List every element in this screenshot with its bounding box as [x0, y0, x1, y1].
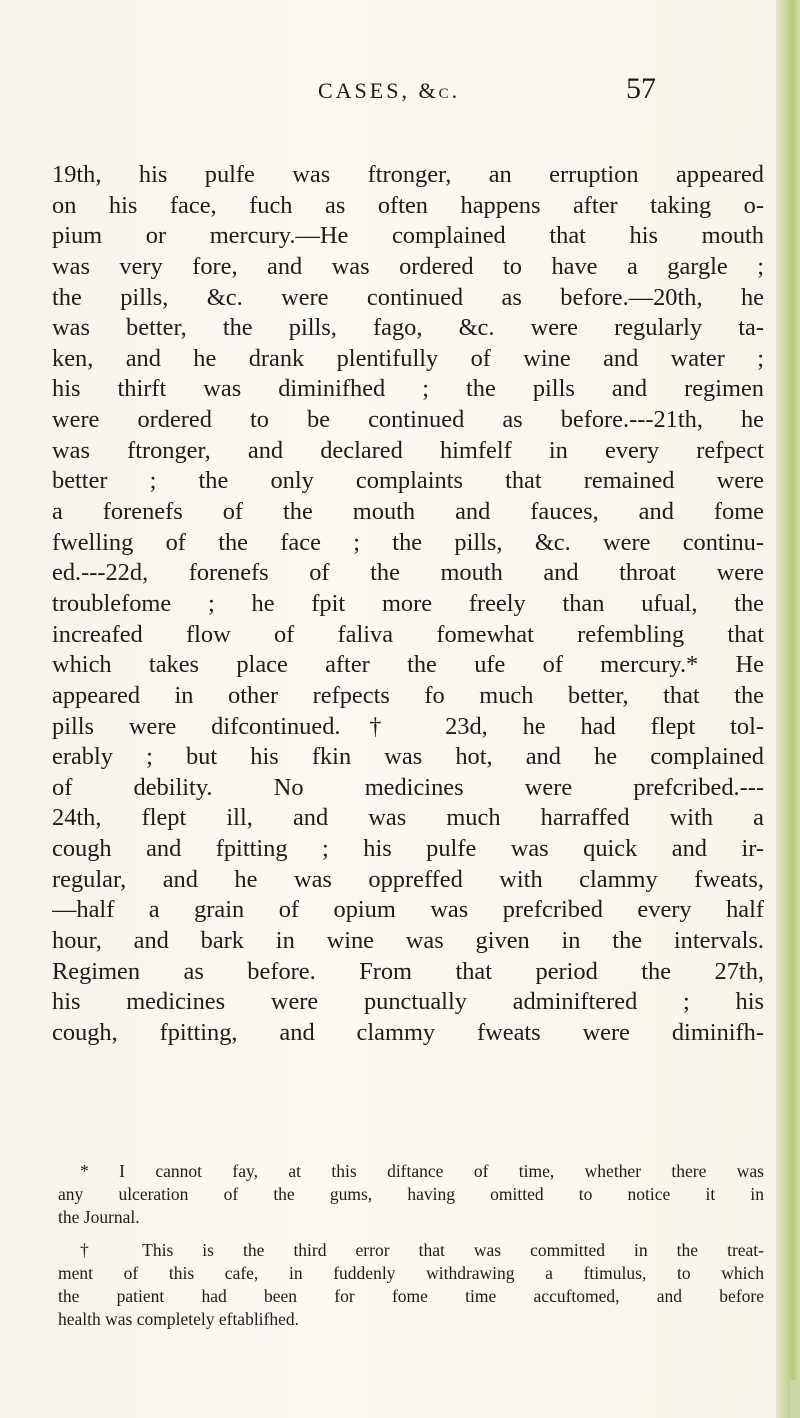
footnote-line: health was completely eftablifhed. [58, 1309, 300, 1329]
text-line: was very fore, and was ordered to have a gargle ; [52, 252, 764, 280]
text-line: troublefome ; he fpit more freely than ufual, the [52, 589, 764, 617]
text-line: increafed flow of faliva fomewhat refembling that [52, 620, 764, 648]
text-line: on his face, fuch as often happens after taking o- [52, 191, 764, 219]
footnote-line: † This is the third error that was committed in the treat- [80, 1240, 764, 1260]
page-header [0, 72, 800, 118]
text-line: Regimen as before. From that period the 27th, [52, 957, 764, 985]
text-line: of debility. No medicines were prefcribed.--- [52, 773, 764, 801]
footnote-asterisk [58, 1160, 764, 1229]
footnote-line: * I cannot fay, at this diftance of time, whether there was [80, 1161, 764, 1181]
footnote-line: any ulceration of the gums, having omitted to notice it in [58, 1184, 764, 1204]
text-line: cough, fpitting, and clammy fweats were diminifh- [52, 1018, 764, 1046]
footnote-line: the Journal. [58, 1207, 140, 1227]
text-line: which takes place after the ufe of mercury.* He [52, 651, 764, 679]
text-line: cough and fpitting ; his pulfe was quick and ir- [52, 835, 764, 863]
text-line: better ; the only complaints that remained were [52, 467, 764, 495]
text-line: erably ; but his fkin was hot, and he complained [52, 743, 764, 771]
text-line: his thirft was diminifhed ; the pills and regimen [52, 375, 764, 403]
text-line: fwelling of the face ; the pills, &c. were continu- [52, 528, 764, 556]
footnote-line: the patient had been for fome time accuftomed, and before [58, 1286, 764, 1306]
footnotes [58, 1160, 764, 1331]
text-line: the pills, &c. were continued as before.—20th, he [52, 283, 764, 311]
footnote-line: ment of this cafe, in fuddenly withdrawing a ftimulus, to which [58, 1263, 764, 1283]
page-number: 57 [626, 72, 656, 105]
text-line: appeared in other refpects fo much better, that the [52, 681, 764, 709]
body-text [52, 160, 764, 1049]
page-edge [776, 0, 800, 1418]
text-line: were ordered to be continued as before.---21th, he [52, 406, 764, 434]
text-line: hour, and bark in wine was given in the intervals. [52, 927, 764, 955]
running-head: CASES, &c. [318, 78, 461, 103]
text-line: ed.---22d, forenefs of the mouth and throat were [52, 559, 764, 587]
text-line: 24th, flept ill, and was much harraffed with a [52, 804, 764, 832]
text-line: a forenefs of the mouth and fauces, and fome [52, 498, 764, 526]
text-line: his medicines were punctually adminiftered ; his [52, 988, 764, 1016]
text-line: was ftronger, and declared himfelf in every refpect [52, 436, 764, 464]
text-line: 19th, his pulfe was ftronger, an erruption appeared [52, 161, 764, 188]
text-line: ken, and he drank plentifully of wine and water ; [52, 344, 764, 372]
page-edge-stain [790, 1380, 800, 1418]
text-line: —half a grain of opium was prefcribed every half [52, 896, 764, 924]
text-line: regular, and he was oppreffed with clammy fweats, [52, 865, 764, 893]
text-line: pills were difcontinued.† 23d, he had flept tol- [52, 712, 764, 740]
text-line: was better, the pills, fago, &c. were regularly ta- [52, 314, 764, 342]
text-line: pium or mercury.—He complained that his mouth [52, 222, 764, 250]
footnote-dagger [58, 1239, 764, 1331]
